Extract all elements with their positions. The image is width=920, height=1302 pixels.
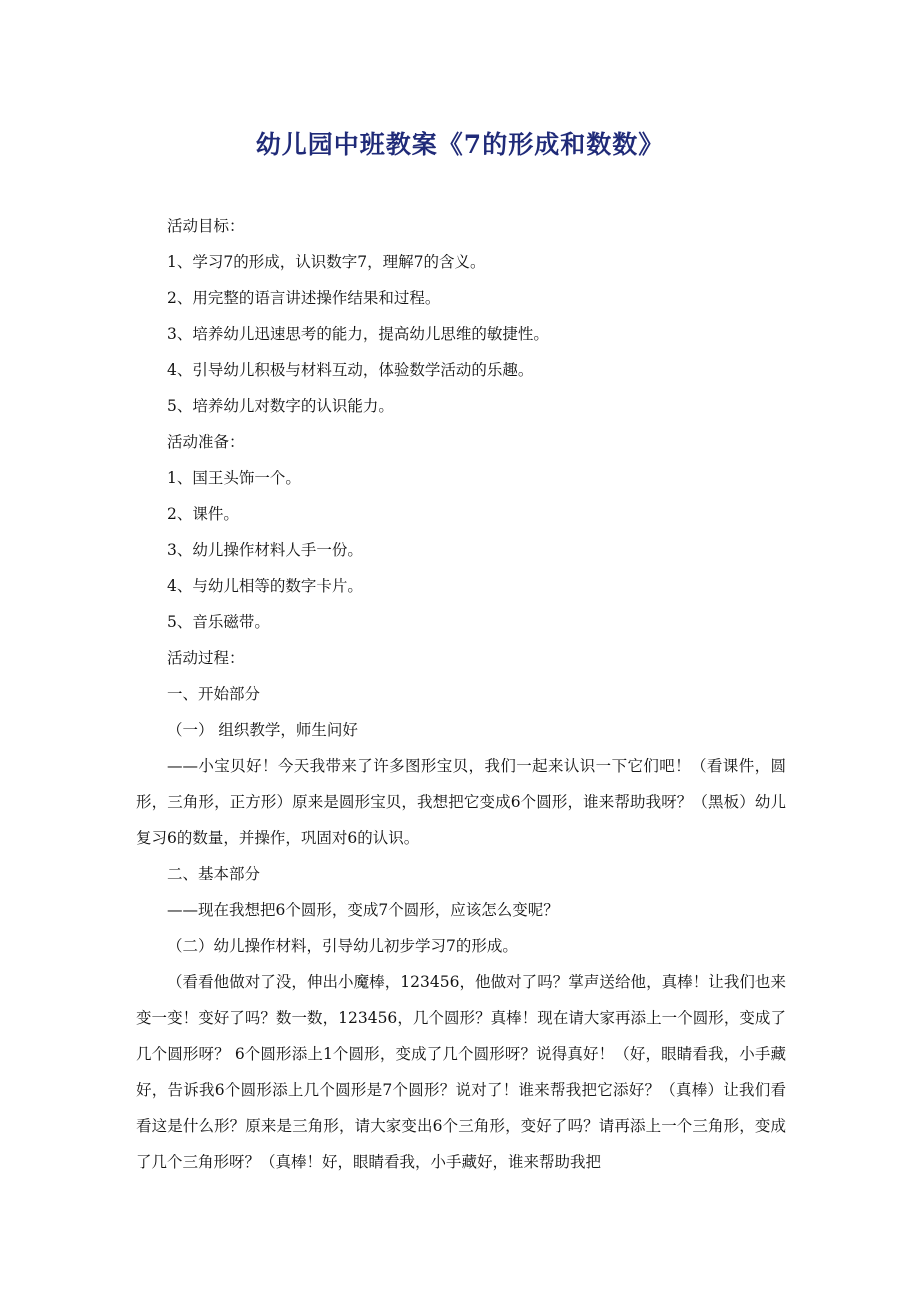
paragraph: 1、学习7的形成，认识数字7，理解7的含义。 (167, 253, 486, 271)
paragraph: 3、幼儿操作材料人手一份。 (167, 541, 363, 559)
paragraph: （二）幼儿操作材料，引导幼儿初步学习7的形成。 (167, 937, 518, 955)
paragraph: 1、国王头饰一个。 (167, 469, 301, 487)
paragraph: ——小宝贝好！今天我带来了许多图形宝贝，我们一起来认识一下它们吧！（看课件，圆形，三角形，正方形）原来是圆形宝贝，我想把它变成6个圆形，谁来帮助我呀？（黑板）幼儿复习6的数量，并操作，巩固对6的认识。 (136, 757, 786, 847)
paragraph: 2、课件。 (167, 505, 239, 523)
paragraph: 4、引导幼儿积极与材料互动，体验数学活动的乐趣。 (167, 361, 534, 379)
paragraph: 二、基本部分 (167, 865, 261, 883)
section-heading-preparation: 活动准备： (167, 433, 245, 451)
paragraph: 5、音乐磁带。 (167, 613, 270, 631)
paragraph: （看看他做对了没，伸出小魔棒，123456，他做对了吗？掌声送给他，真棒！让我们也来变一变！变好了吗？数一数，123456，几个圆形？真棒！现在请大家再添上一个圆形，变成了几个圆形呀？ 6个圆形添上1个圆形，变成了几个圆形呀？说得真好！（好，眼睛看我，小手藏好，告诉我6个圆形添上几个圆形是7个圆形？说对了！谁来帮我把它添好？（真棒）让我们看看这是什么形？原来是三角形，请大家变出6个三角形，变好了吗？请再添上一个三角形，变成了几个三角形呀？（真棒！好，眼睛看我，小手藏好，谁来帮助我把 (136, 973, 786, 1171)
paragraph: 2、用完整的语言讲述操作结果和过程。 (167, 289, 441, 307)
paragraph: 5、培养幼儿对数字的认识能力。 (167, 397, 394, 415)
section-heading-goals: 活动目标： (167, 217, 245, 235)
document-title: 幼儿园中班教案《7的形成和数数》 (255, 130, 665, 159)
paragraph: 3、培养幼儿迅速思考的能力，提高幼儿思维的敏捷性。 (167, 325, 549, 343)
paragraph: （一） 组织教学，师生问好 (167, 721, 358, 739)
paragraph: 4、与幼儿相等的数字卡片。 (167, 577, 363, 595)
paragraph: 一、开始部分 (167, 685, 261, 703)
section-heading-process: 活动过程： (167, 649, 245, 667)
document-body (136, 208, 786, 1180)
paragraph: ——现在我想把6个圆形，变成7个圆形，应该怎么变呢？ (167, 901, 559, 919)
